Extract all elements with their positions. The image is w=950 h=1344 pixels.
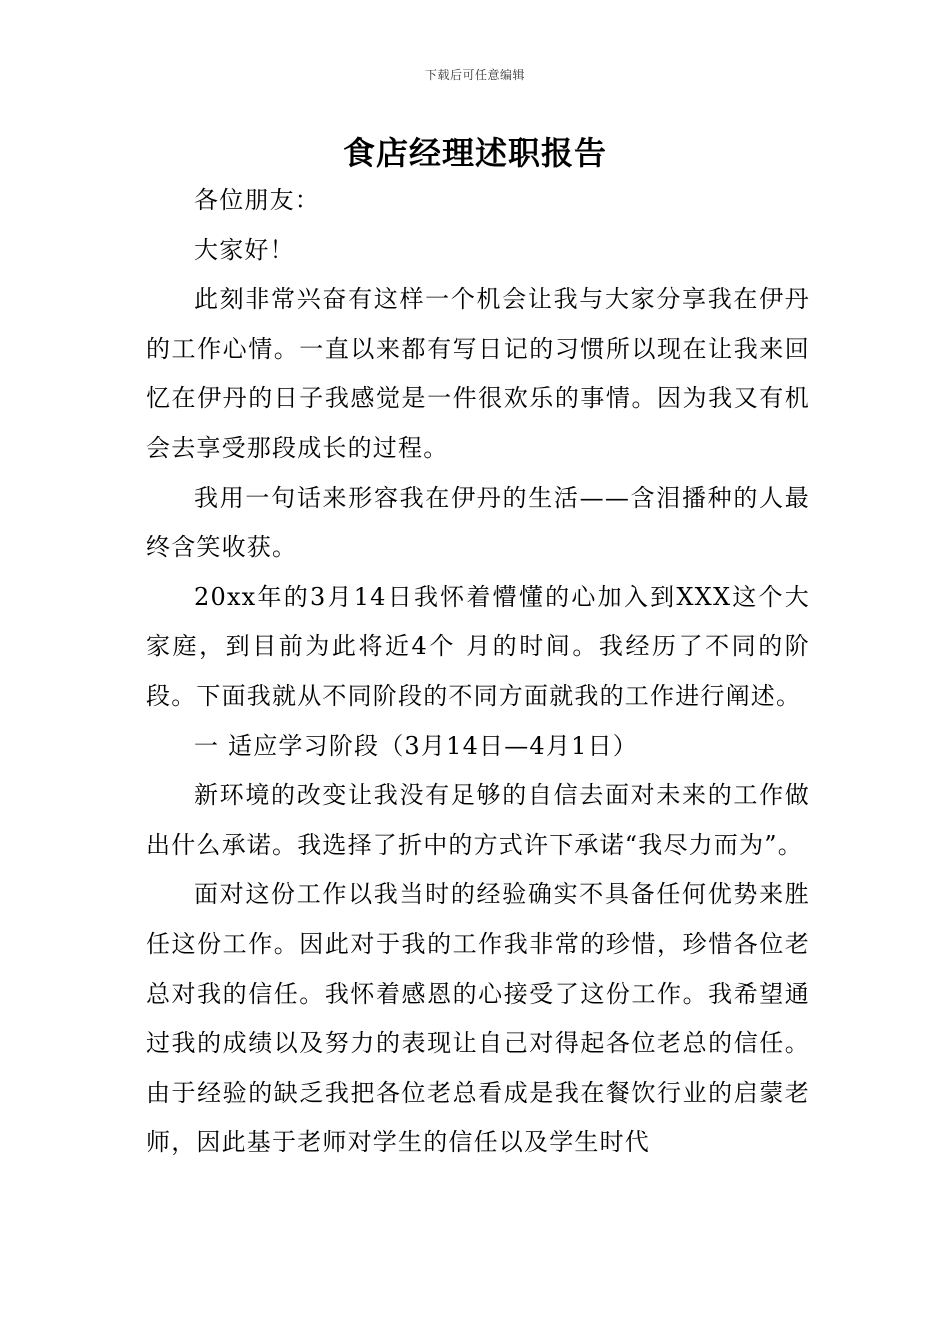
paragraph-gratitude: 面对这份工作以我当时的经验确实不具备任何优势来胜任这份工作。因此对于我的工作我非常的珍惜，珍惜各位老总对我的信任。我怀着感恩的心接受了这份工作。我希望通过我的成绩以及努力的表现让自己对得起各位老总的信任。由于经验的缺乏我把各位老总看成是我在餐饮行业的启蒙老师，因此基于老师对学生的信任以及学生时代 [146,880,810,1157]
document-title: 食店经理述职报告 [342,134,607,172]
salutation: 各位朋友： [194,186,320,214]
paragraph-new-environment: 新环境的改变让我没有足够的自信去面对未来的工作做出什么承诺。我选择了折中的方式许下承诺“我尽力而为”。 [146,781,810,859]
greeting: 大家好！ [194,235,295,264]
paragraph-motto: 我用一句话来形容我在伊丹的生活——含泪播种的人最终含笑收获。 [146,483,810,562]
section-heading: 一 适应学习阶段（3月14日—4月1日） [194,731,638,760]
paragraph-timeline: 20xx年的3月14日我怀着懵懂的心加入到XXX这个大家庭，到目前为此将近4个 月的时间。我经历了不同的阶段。下面我就从不同阶段的不同方面就我的工作进行阐述。 [146,582,810,710]
document-body [146,176,810,1168]
header-note: 下载后可任意编辑 [424,68,525,82]
paragraph-intro: 此刻非常兴奋有这样一个机会让我与大家分享我在伊丹的工作心情。一直以来都有写日记的习惯所以现在让我来回忆在伊丹的日子我感觉是一件很欢乐的事情。因为我又有机会去享受那段成长的过程。 [146,285,810,462]
